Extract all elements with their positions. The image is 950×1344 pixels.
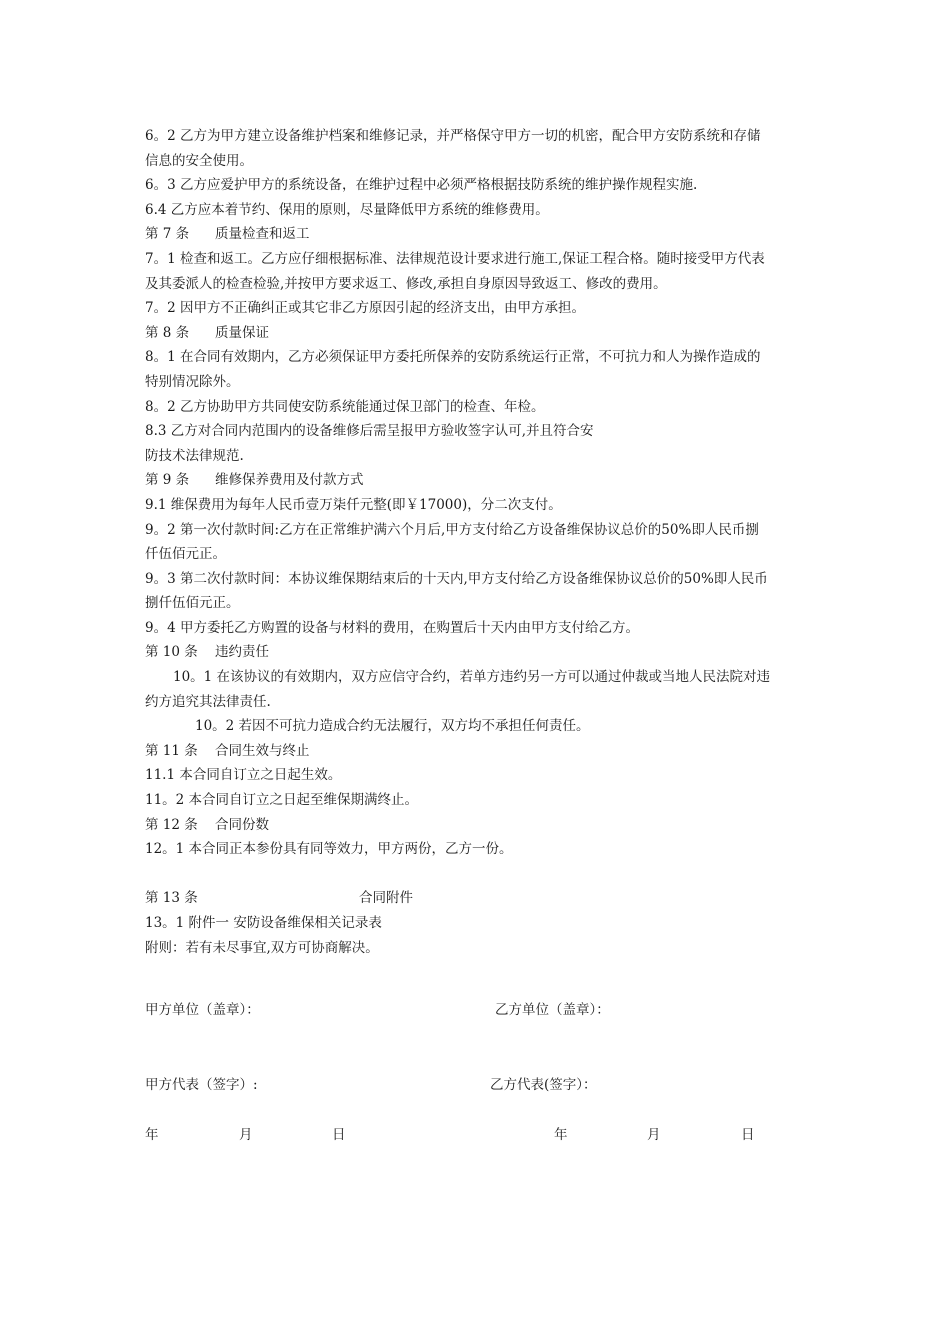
clause-10-1-line2: 约方追究其法律责任. (145, 693, 271, 710)
clause-8-2: 8。2 乙方协助甲方共同使安防系统能通过保卫部门的检查、年检。 (145, 398, 545, 415)
clause-8-3-line1: 8.3 乙方对合同内范围内的设备维修后需呈报甲方验收签字认可,并且符合安 (145, 423, 594, 440)
clause-11-2: 11。2 本合同自订立之日起至维保期满终止。 (145, 792, 419, 809)
article-7-title: 质量检查和返工 (215, 226, 310, 243)
article-9-heading (145, 468, 810, 493)
party-b-unit-label: 乙方单位（盖章）： (495, 1002, 610, 1018)
party-b-date-day: 日 (741, 1127, 755, 1143)
article-11-heading (145, 739, 810, 764)
clause-11-1: 11.1 本合同自订立之日起生效。 (145, 767, 342, 784)
article-13-heading (145, 886, 810, 911)
clause-13-1: 13。1 附件一 安防设备维保相关记录表 (145, 915, 382, 931)
article-12-number: 第 12 条 (145, 816, 198, 833)
clause-7-2: 7。2 因甲方不正确纠正或其它非乙方原因引起的经济支出，由甲方承担。 (145, 300, 585, 317)
supplementary-rule: 附则：若有未尽事宜,双方可协商解决。 (145, 939, 379, 956)
clause-9-4: 9。4 甲方委托乙方购置的设备与材料的费用，在购置后十天内由甲方支付给乙方。 (145, 619, 639, 636)
article-8-heading (145, 321, 810, 346)
article-12-title: 合同份数 (215, 816, 269, 833)
clause-8-3-line2: 防技术法律规范. (145, 447, 244, 464)
article-11-number: 第 11 条 (145, 742, 198, 759)
party-a-date-year: 年 (145, 1127, 159, 1143)
clause-12-1: 12。1 本合同正本参份具有同等效力，甲方两份，乙方一份。 (145, 841, 513, 858)
party-b-date-year: 年 (554, 1127, 568, 1143)
article-8-number: 第 8 条 (145, 324, 190, 341)
clause-6-3: 6。3 乙方应爱护甲方的系统设备，在维护过程中必须严格根据技防系统的维护操作规程实施. (145, 177, 698, 194)
article-13-title: 合同附件 (359, 890, 413, 907)
clause-6-4: 6.4 乙方应本着节约、保用的原则，尽量降低甲方系统的维修费用。 (145, 201, 549, 218)
article-7-number: 第 7 条 (145, 226, 190, 243)
article-10-number: 第 10 条 (145, 644, 198, 661)
article-12-heading (145, 813, 810, 838)
clause-9-3-line1: 9。3 第二次付款时间：本协议维保期结束后的十天内,甲方支付给乙方设备维保协议总价的50%即人民币 (145, 570, 768, 587)
clause-9-2-line2: 仟伍佰元正。 (145, 546, 226, 563)
clause-8-1-line2: 特别情况除外。 (145, 373, 240, 390)
party-b-rep-label: 乙方代表(签字）： (490, 1077, 597, 1093)
party-a-date-day: 日 (332, 1127, 346, 1143)
article-8-title: 质量保证 (215, 324, 269, 341)
article-9-title: 维修保养费用及付款方式 (215, 472, 364, 489)
article-11-title: 合同生效与终止 (215, 742, 310, 759)
clause-9-1: 9.1 维保费用为每年人民币壹万柒仟元整(即￥17000)，分二次支付。 (145, 496, 562, 513)
article-10-heading (145, 640, 810, 665)
clause-7-1-line1: 7。1 检查和返工。乙方应仔细根据标准、法律规范设计要求进行施工,保证工程合格。随时接受甲方代表 (145, 250, 765, 267)
clause-9-2-line1: 9。2 第一次付款时间:乙方在正常维护满六个月后,甲方支付给乙方设备维保协议总价的50%即人民币捌 (145, 521, 759, 538)
article-13-number: 第 13 条 (145, 890, 198, 907)
party-a-unit-label: 甲方单位（盖章）： (145, 1002, 260, 1018)
article-10-title: 违约责任 (215, 644, 269, 661)
clause-8-1-line1: 8。1 在合同有效期内，乙方必须保证甲方委托所保养的安防系统运行正常，不可抗力和人为操作造成的 (145, 349, 761, 366)
party-a-rep-label: 甲方代表（签字）: (145, 1077, 258, 1093)
clause-6-2-line1: 6。2 乙方为甲方建立设备维护档案和维修记录，并严格保守甲方一切的机密，配合甲方安防系统和存储 (145, 128, 761, 144)
article-7-heading (145, 222, 810, 247)
clause-7-1-line2: 及其委派人的检查检验,并按甲方要求返工、修改,承担自身原因导致返工、修改的费用。 (145, 275, 667, 292)
party-b-date-month: 月 (647, 1127, 661, 1143)
clause-10-1-line1: 10。1 在该协议的有效期内，双方应信守合约，若单方违约另一方可以通过仲裁或当地人民法院对违 (173, 669, 771, 686)
contract-body (145, 124, 810, 960)
clause-10-2: 10。2 若因不可抗力造成合约无法履行，双方均不承担任何责任。 (195, 718, 590, 735)
clause-9-3-line2: 捌仟伍佰元正。 (145, 595, 240, 612)
article-9-number: 第 9 条 (145, 472, 190, 489)
party-a-date-month: 月 (239, 1127, 253, 1143)
clause-6-2-line2: 信息的安全使用。 (145, 152, 253, 169)
blank-line (145, 862, 810, 887)
